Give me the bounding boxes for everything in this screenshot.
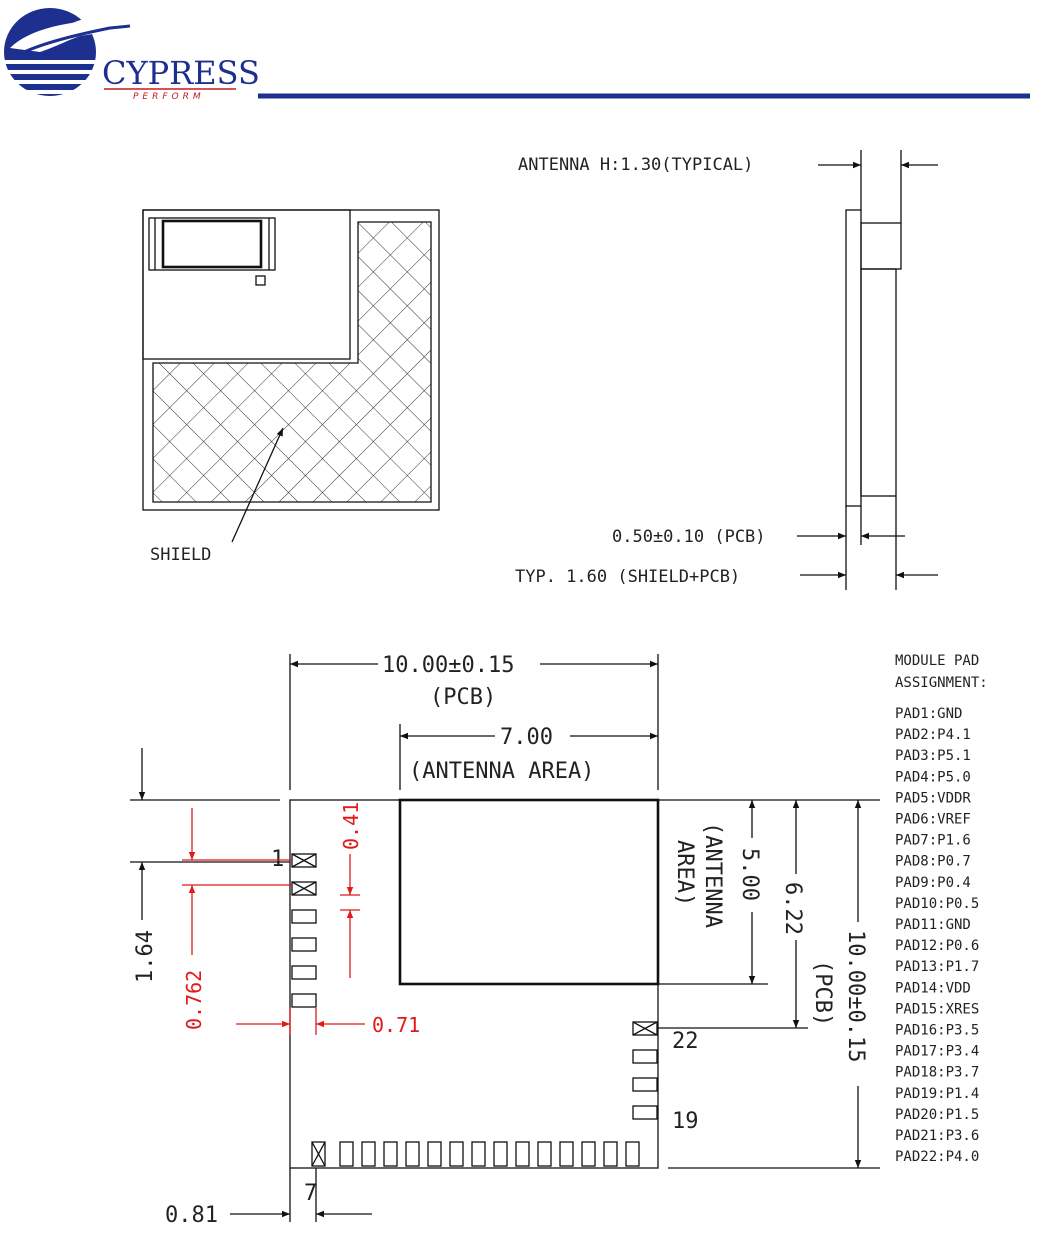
bottom-pads: [312, 1142, 639, 1166]
pad-assignment-title-2: ASSIGNMENT:: [895, 675, 988, 691]
pcb-height-note: (PCB): [810, 960, 835, 1027]
pad-assignment-entry: PAD15:XRES: [895, 1001, 980, 1018]
pad-assignment-entry: PAD17:P3.4: [895, 1043, 980, 1060]
pcb-thickness-label: 0.50±0.10 (PCB): [612, 527, 766, 547]
pad-assignment-entry: PAD6:VREF: [895, 811, 971, 828]
pad-assignment-entries: [895, 706, 979, 1165]
footprint-view: [130, 653, 880, 1228]
pad-19: [633, 1106, 657, 1119]
pad-8: [340, 1142, 353, 1166]
pad-assignment-entry: PAD2:P4.1: [895, 727, 971, 744]
left-pads: [292, 854, 316, 1007]
pad-assignment-title-1: MODULE PAD: [895, 653, 980, 669]
top-view: [143, 210, 439, 565]
pin-19-label: 19: [672, 1109, 699, 1134]
logo-name: CYPRESS: [102, 54, 260, 92]
pad-11: [406, 1142, 419, 1166]
pad-assignment-entry: PAD1:GND: [895, 706, 963, 722]
side-view-antenna: [861, 223, 901, 269]
antenna-height-note-2: AREA): [672, 840, 697, 907]
pad-assignment-entry: PAD18:P3.7: [895, 1064, 980, 1081]
cypress-logo: [0, 8, 260, 102]
pad-assignment-entry: PAD8:P0.7: [895, 853, 971, 870]
pad1-offset-label: 1.64: [133, 930, 158, 983]
shield-area: [153, 222, 431, 502]
pad-assignment-entry: PAD16:P3.5: [895, 1022, 980, 1039]
pad-width-label: 0.41: [339, 801, 363, 850]
pad-9: [362, 1142, 375, 1166]
pad-assignment-entry: PAD3:P5.1: [895, 748, 971, 765]
pad-assignment-entry: PAD19:P1.4: [895, 1085, 980, 1102]
pad-assignment-entry: PAD14:VDD: [895, 980, 971, 997]
pad-assignment-entry: PAD10:P0.5: [895, 895, 980, 912]
pad-21: [633, 1050, 657, 1063]
logo-tagline: PERFORM: [133, 92, 205, 102]
antenna-height-label: ANTENNA H:1.30(TYPICAL): [518, 155, 754, 175]
pad-6: [292, 994, 316, 1007]
antenna-height-label: 5.00: [737, 848, 762, 901]
pad-assignment-entry: PAD4:P5.0: [895, 769, 971, 786]
pad-18c: [604, 1142, 617, 1166]
pad-18b: [582, 1142, 595, 1166]
side-view-pcb: [846, 210, 861, 506]
pin-7-label: 7: [304, 1181, 318, 1206]
pad-assignment-entry: PAD11:GND: [895, 917, 971, 933]
pcb-width-label: 10.00±0.15: [382, 653, 515, 678]
pin-22-label: 22: [672, 1029, 699, 1054]
pad-12: [428, 1142, 441, 1166]
antenna-width-label: 7.00: [500, 725, 553, 750]
antenna-area-box: [143, 210, 350, 359]
pad-4: [292, 938, 316, 951]
pad-assignment-list: [895, 653, 988, 1165]
pad-assignment-entry: PAD13:P1.7: [895, 959, 980, 976]
pad-3: [292, 910, 316, 923]
pad-18d: [626, 1142, 639, 1166]
pad-assignment-entry: PAD20:P1.5: [895, 1106, 980, 1123]
chip-antenna: [149, 218, 275, 285]
pad-10: [384, 1142, 397, 1166]
pin-1-label: 1: [271, 847, 285, 872]
pad-16: [516, 1142, 529, 1166]
pad-1: [292, 854, 316, 867]
pad-assignment-entry: PAD7:P1.6: [895, 832, 971, 849]
pad-17: [538, 1142, 551, 1166]
antenna-width-note: (ANTENNA AREA): [409, 759, 595, 784]
pad-5: [292, 966, 316, 979]
pad-20: [633, 1078, 657, 1091]
antenna-area: [400, 800, 658, 984]
bottom-offset-label: 0.81: [165, 1203, 218, 1228]
pad-14: [472, 1142, 485, 1166]
antenna-height-note-1: (ANTENNA: [700, 822, 725, 928]
pcb-height-label: 10.00±0.15: [843, 930, 868, 1063]
pcb-width-note: (PCB): [430, 685, 497, 710]
pad-13: [450, 1142, 463, 1166]
pad-18: [560, 1142, 573, 1166]
side-view-shield: [861, 269, 896, 496]
pad-2: [292, 882, 316, 895]
pad22-offset-label: 6.22: [780, 882, 805, 935]
pad-assignment-entry: PAD5:VDDR: [895, 790, 971, 807]
total-thickness-label: TYP. 1.60 (SHIELD+PCB): [515, 567, 741, 587]
right-pads: [633, 1022, 657, 1119]
shield-label: SHIELD: [150, 545, 212, 565]
pad-7: [312, 1142, 325, 1166]
pad-assignment-entry: PAD12:P0.6: [895, 938, 980, 955]
pad-22: [633, 1022, 657, 1035]
pad-assignment-entry: PAD22:P4.0: [895, 1149, 980, 1166]
pad-pitch-label: 0.762: [182, 969, 206, 1030]
side-view: [515, 150, 938, 590]
pad-assignment-entry: PAD9:P0.4: [895, 874, 971, 891]
pad-15: [494, 1142, 507, 1166]
pad-assignment-entry: PAD21:P3.6: [895, 1128, 980, 1144]
pad-length-label: 0.71: [372, 1013, 421, 1037]
